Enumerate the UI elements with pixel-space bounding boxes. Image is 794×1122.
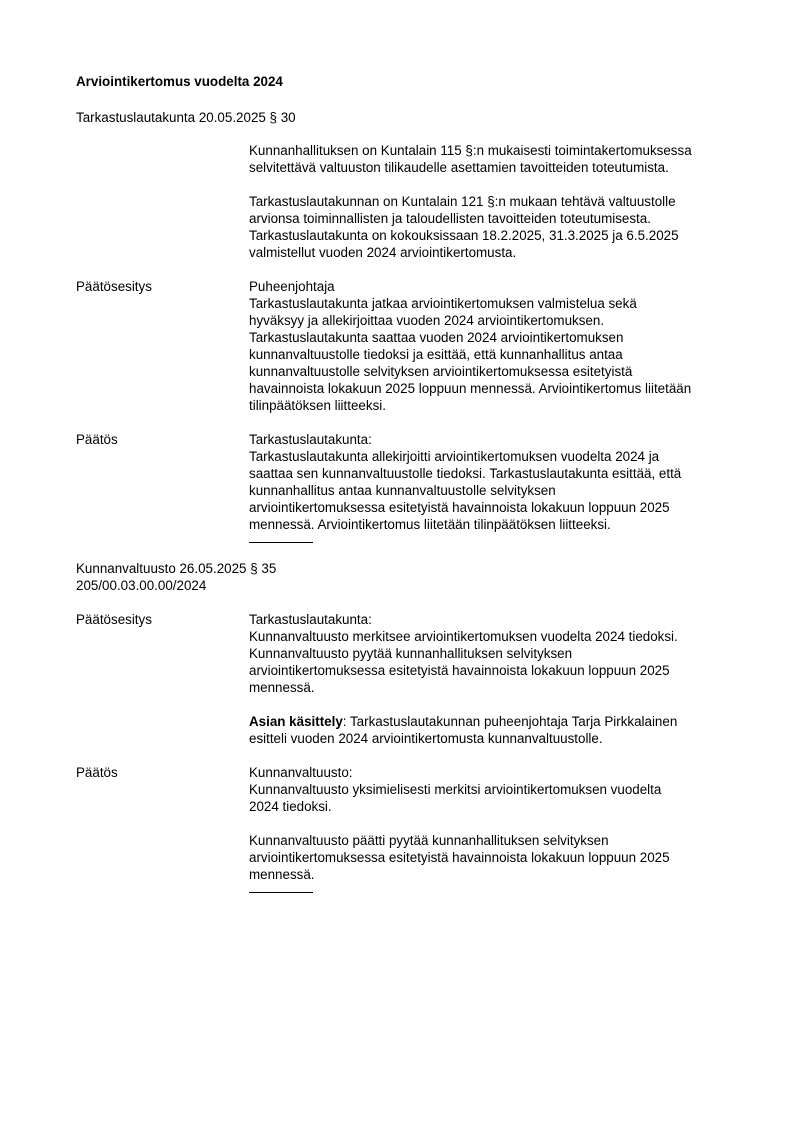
proposal-label: Päätösesitys <box>76 612 152 627</box>
valtuusto-decision <box>76 764 740 893</box>
proposal-line: Kunnanvaltuusto merkitsee arviointikertomuksen vuodelta 2024 tiedoksi. <box>249 629 678 644</box>
handling-label: Asian käsittely <box>249 714 343 729</box>
decision-line: saattaa sen kunnanvaltuustolle tiedoksi. Tarkastuslautakunta esittää, että <box>249 466 682 481</box>
decision-line: 2024 tiedoksi. <box>249 799 332 814</box>
document-title: Arviointikertomus vuodelta 2024 <box>76 74 283 89</box>
proposal-label: Päätösesitys <box>76 279 152 294</box>
handling-line <box>249 713 738 730</box>
decision-line: kunnanhallitus antaa kunnanvaltuustolle selvityksen <box>249 483 556 498</box>
document-page <box>76 73 740 893</box>
decision-line: Kunnanvaltuusto päätti pyytää kunnanhallituksen selvityksen <box>249 833 609 848</box>
section-divider <box>249 892 313 893</box>
intro-line: Tarkastuslautakunnan on Kuntalain 121 §:n mukaan tehtävä valtuustolle <box>249 194 676 209</box>
tarkastus-intro <box>76 142 740 261</box>
section-divider <box>249 542 313 543</box>
intro-line: Kunnanhallituksen on Kuntalain 115 §:n mukaisesti toimintakertomuksessa <box>249 143 692 158</box>
proposal-line: mennessä. <box>249 680 315 695</box>
proposal-line: tilinpäätöksen liitteeksi. <box>249 398 386 413</box>
intro-line: selvitettävä valtuuston tilikaudelle asettamien tavoitteiden toteutumista. <box>249 160 669 175</box>
intro-line: valmistellut vuoden 2024 arviointikertomusta. <box>249 245 517 260</box>
decision-label: Päätös <box>76 432 118 447</box>
intro-line: arvionsa toiminnallisten ja taloudellisten tavoitteiden toteutumisesta. <box>249 211 651 226</box>
decision-label: Päätös <box>76 765 118 780</box>
proposal-line: Kunnanvaltuusto pyytää kunnanhallituksen selvityksen <box>249 646 573 661</box>
valtuusto-reference: 205/00.03.00.00/2024 <box>76 578 207 593</box>
proposal-line: kunnanvaltuustolle selvityksen arviointikertomuksessa esitetyistä <box>249 364 633 379</box>
proposal-line: hyväksyy ja allekirjoittaa vuoden 2024 arviointikertomuksen. <box>249 313 605 328</box>
decision-line: Tarkastuslautakunta: <box>249 432 372 447</box>
decision-line: mennessä. Arviointikertomus liitetään tilinpäätöksen liitteeksi. <box>249 517 611 532</box>
valtuusto-proposal <box>76 611 740 747</box>
decision-line: Kunnanvaltuusto yksimielisesti merkitsi arviointikertomuksen vuodelta <box>249 782 662 797</box>
proposal-line: havainnoista lokakuun 2025 loppuun mennessä. Arviointikertomus liitetään <box>249 381 692 396</box>
tarkastus-proposal <box>76 278 740 414</box>
proposal-line: kunnanvaltuustolle tiedoksi ja esittää, että kunnanhallitus antaa <box>249 347 623 362</box>
handling-text: : Tarkastuslautakunnan puheenjohtaja Tarja Pirkkalainen <box>342 714 678 729</box>
decision-line: arviointikertomuksessa esitetyistä havainnoista lokakuun loppuun 2025 <box>249 850 670 865</box>
tarkastus-decision <box>76 431 740 543</box>
proposal-line: Tarkastuslautakunta saattaa vuoden 2024 arviointikertomuksen <box>249 330 624 345</box>
proposal-line: arviointikertomuksessa esitetyistä havainnoista lokakuun loppuun 2025 <box>249 663 670 678</box>
proposal-line: Tarkastuslautakunta: <box>249 612 372 627</box>
tarkastus-header: Tarkastuslautakunta 20.05.2025 § 30 <box>76 110 296 125</box>
handling-line: esitteli vuoden 2024 arviointikertomusta kunnanvaltuustolle. <box>249 731 603 746</box>
decision-line: Kunnanvaltuusto: <box>249 765 353 780</box>
decision-line: Tarkastuslautakunta allekirjoitti arviointikertomuksen vuodelta 2024 ja <box>249 449 660 464</box>
decision-line: mennessä. <box>249 867 315 882</box>
proposal-line: Puheenjohtaja <box>249 279 335 294</box>
valtuusto-header: Kunnanvaltuusto 26.05.2025 § 35 <box>76 561 277 576</box>
intro-line: Tarkastuslautakunta on kokouksissaan 18.2.2025, 31.3.2025 ja 6.5.2025 <box>249 228 679 243</box>
proposal-line: Tarkastuslautakunta jatkaa arviointikertomuksen valmistelua sekä <box>249 296 637 311</box>
decision-line: arviointikertomuksessa esitetyistä havainnoista lokakuun loppuun 2025 <box>249 500 670 515</box>
